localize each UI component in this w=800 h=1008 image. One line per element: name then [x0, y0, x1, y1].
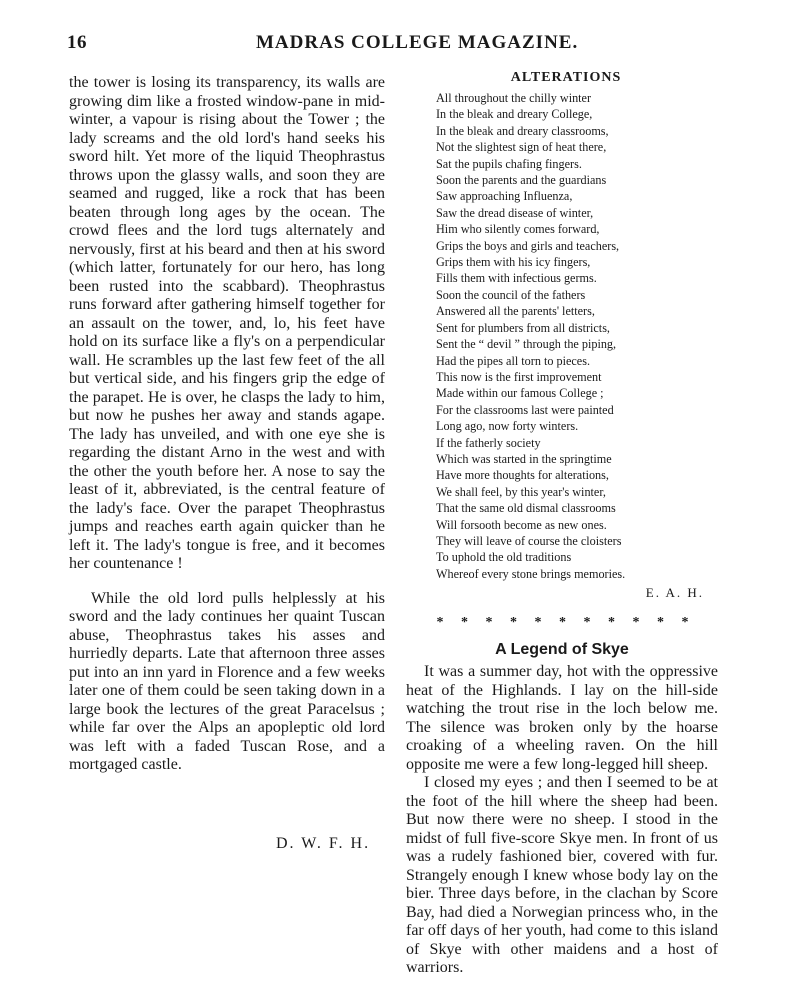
poem-line: Long ago, now forty winters. [436, 419, 579, 434]
poem-line: Him who silently comes forward, [436, 222, 600, 237]
poem-line: For the classrooms last were painted [436, 402, 614, 417]
poem-line: Had the pipes all torn to pieces. [436, 353, 590, 368]
story-signature: D. W. F. H. [276, 835, 371, 852]
poem-line: Saw approaching Influenza, [436, 189, 573, 204]
poem-line: Saw the dread disease of winter, [436, 205, 594, 220]
section-separator: * * * * * * * * * * * [436, 615, 696, 631]
poem-line: Whereof every stone brings memories. [436, 566, 626, 581]
story-paragraph-2: While the old lord pulls helplessly at his sword and the lady continues her quaint Tuscan abuse, Theophrastus takes his asses and hurriedly departs. Late that afternoon three asses put into an inn yard in Florence and a few weeks later one of them could be seen taking down in a large book the lectures of the great Paracelsus ; while far over the Alps an apopleptic old lord was left with a faded Tuscan Rose, and a mortgaged castle. [69, 589, 385, 773]
poem-line: Soon the council of the fathers [436, 287, 586, 302]
poem-line: Sent the “ devil ” through the piping, [436, 337, 617, 352]
poem-lines [436, 90, 718, 582]
running-head: MADRAS COLLEGE MAGAZINE. [256, 32, 579, 53]
poem-line: Not the slightest sign of heat there, [436, 140, 607, 155]
poem-line: Sat the pupils chafing fingers. [436, 156, 582, 171]
poem-line: In the bleak and dreary College, [436, 107, 593, 122]
poem-line: Grips them with his icy fingers, [436, 255, 591, 270]
poem-line: If the fatherly society [436, 435, 541, 450]
poem-line: We shall feel, by this year's winter, [436, 484, 606, 499]
poem-line: Will forsooth become as new ones. [436, 517, 607, 532]
poem-line: Fills them with infectious germs. [436, 271, 597, 286]
poem-line: They will leave of course the cloisters [436, 533, 622, 548]
poem-line: In the bleak and dreary classrooms, [436, 123, 609, 138]
poem-title: ALTERATIONS [510, 70, 622, 85]
page-number: 16 [67, 32, 87, 53]
poem-line: To uphold the old traditions [436, 550, 572, 565]
poem-line: Grips the boys and girls and teachers, [436, 238, 620, 253]
poem-line: Made within our famous College ; [436, 386, 604, 401]
poem-line: Answered all the parents' letters, [436, 304, 595, 319]
poem-line: Sent for plumbers from all districts, [436, 320, 610, 335]
left-column [69, 74, 385, 775]
legend-paragraph-2: I closed my eyes ; and then I seemed to be at the foot of the hill where the sheep had been. But now there were no sheep. I stood in the midst of full five-score Skye men. In front of us was a rudely fashioned bier, covered with fur. Strangely enough I knew whose body lay on the bier. Three days before, in the clachan by Score Bay, had died a Norwegian princess who, in the far off days of her youth, had come to this island of Skye with other maidens and a host of warriors. [406, 774, 718, 977]
legend-title: A Legend of Skye [495, 641, 629, 659]
poem-signature: E. A. H. [645, 585, 704, 601]
right-column [406, 70, 718, 978]
poem-line: All throughout the chilly winter [436, 91, 592, 105]
story-paragraph-1: the tower is losing its transparency, its walls are growing dim like a frosted window-pane in mid-winter, a vapour is rising about the Tower ; the lady screams and the old lord's hand seeks his sword hilt. Yet more of the liquid Theophrastus throws upon the glassy walls, and soon they are seamed and rugged, like a rock that has been beaten through long ages by the ocean. The crowd flees and the lord tugs alternately and nervously, first at his beard and then at his sword (which latter, fortunately for our hero, has long been rusted into the scabbard). Theophrastus runs forward after gathering himself together for an assault on the tower, and, lo, his feet have hold on its surface like a fly's on a perpendicular wall. He scrambles up the last few feet of the all but vertical side, and his fingers grip the edge of the parapet. He is over, he clasps the lady to him, but now he pushes her away and stands agape. The lady has unveiled, and with one eye she is regarding the distant Arno in the west and with the other the youth before her. A nose to say the least of it, abbreviated, is the central feature of the lady's face. Over the parapet Theophrastus jumps and reaches earth again quicker than he left it. The lady's tongue is free, and it becomes her countenance ! [69, 74, 385, 572]
poem-line: Soon the parents and the guardians [436, 173, 607, 188]
poem-line: That the same old dismal classrooms [436, 501, 616, 516]
poem-line: Have more thoughts for alterations, [436, 468, 609, 483]
poem-line: Which was started in the springtime [436, 451, 612, 466]
poem-line: This now is the first improvement [436, 369, 602, 384]
legend-paragraph-1: It was a summer day, hot with the oppressive heat of the Highlands. I lay on the hill-side watching the trout rise in the loch below me. The silence was broken only by the hoarse croaking of a wheeling raven. On the hill opposite me were a few long-legged hill sheep. [406, 663, 718, 773]
